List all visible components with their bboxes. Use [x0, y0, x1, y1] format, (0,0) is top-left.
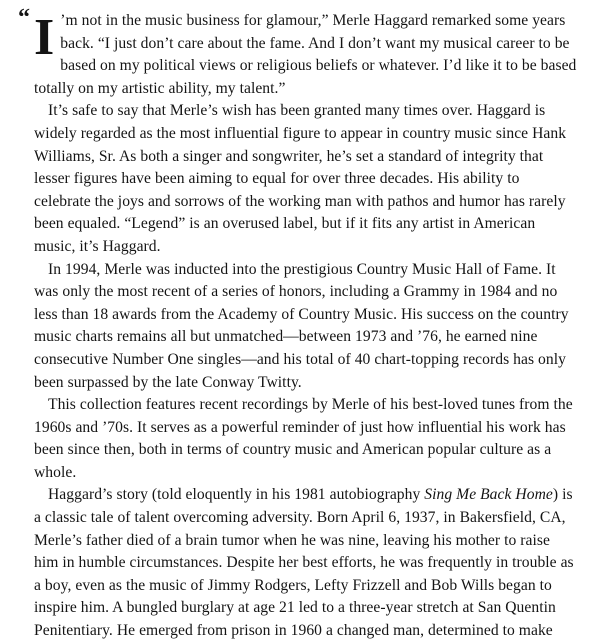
- paragraph-influence: It’s safe to say that Merle’s wish has been granted many times over. Haggard is widely regarded as the most influential figure to appear in country music since Hank Williams, Sr. As both a singer and songwriter, he’s set a standard of integrity that lesser figures have been aiming to equal for over three decades. His ability to celebrate the joys and sorrows of the working man with pathos and humor has rarely been equaled. “Legend” is an overused label, but if it fits any artist in American music, it’s Haggard.: [34, 102, 567, 255]
- paragraph-intro-quote: [18, 5, 578, 100]
- dropcap-letter: I: [34, 9, 55, 66]
- paragraph-collection: This collection features recent recordings by Merle of his best-loved tunes from the 1960s and ’70s. It serves as a powerful reminder of just how influential his work has been since then, both in terms of country music and American popular culture as a whole.: [34, 396, 573, 481]
- paragraph-hall-of-fame: In 1994, Merle was inducted into the prestigious Country Music Hall of Fame. It was only the most recent of a series of honors, including a Grammy in 1984 and no less than 18 awards from the Academy of Country Music. His success on the country music charts remains all but unmatched—between 1973 and ’76, he earned nine consecutive Number One singles—and his total of 40 chart-topping records has only been surpassed by the late Conway Twitty.: [34, 260, 569, 391]
- biography-text-rest: ) is a classic tale of talent overcoming adversity. Born April 6, 1937, in Bakersfield, CA, Merle’s father died of a brain tumor when he was nine, leaving his mother to raise him in humble circumstances. Despite her best efforts, he was frequently in trouble as a boy, even as the music of Jimmy Rodgers, Lefty Frizzell and Bob Wills began to inspire him. A bungled burglary at age 21 led to a three-year stretch at San Quentin Penitentiary. He emerged from prison in 1960 a changed man, determined to make: [34, 486, 574, 640]
- dropcap-block: [18, 5, 55, 66]
- autobiography-title: Sing Me Back Home: [424, 486, 553, 504]
- opening-quote-mark: “: [18, 5, 31, 31]
- paragraph-intro-text: ’m not in the music business for glamour,” Merle Haggard remarked some years back. “I just don’t care about the fame. And I don’t want my musical career to be based on my political views or religious beliefs or whatever. I’d like it to be based totally on my artistic ability, my talent.”: [34, 12, 577, 97]
- paragraph-biography: [34, 484, 578, 642]
- biography-text-start: Haggard’s story (told eloquently in his 1981 autobiography: [48, 486, 425, 504]
